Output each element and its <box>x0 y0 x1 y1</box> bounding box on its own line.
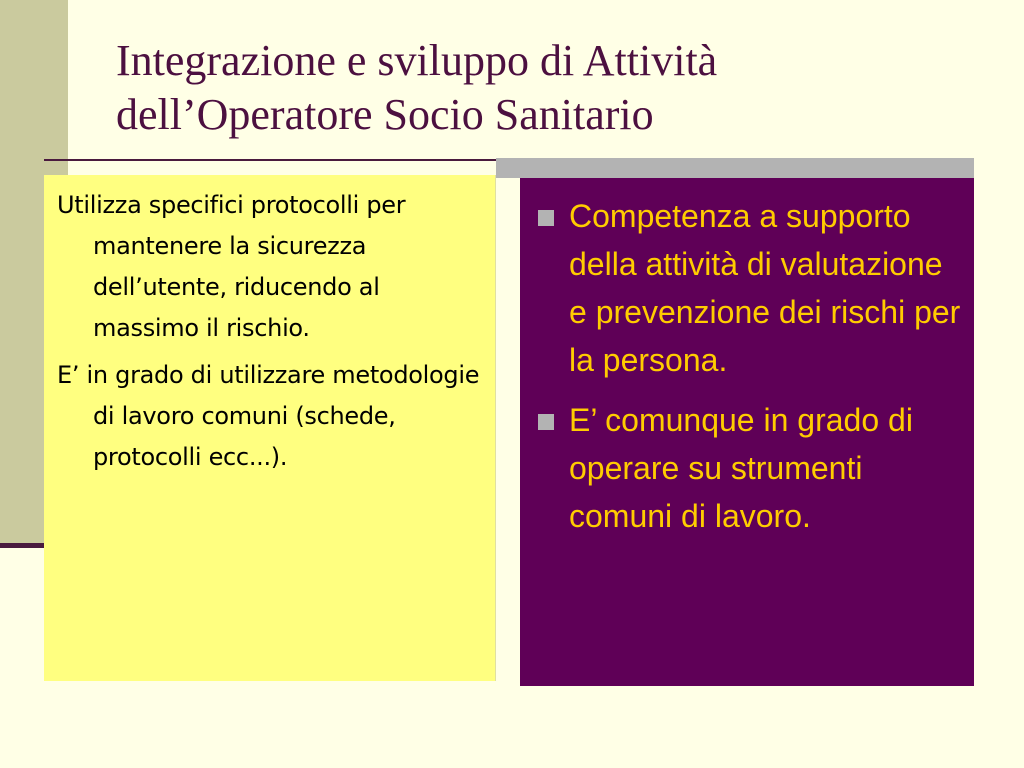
left-paragraph-2: E’ in grado di utilizzare metodologie di lavoro comuni (schede, protocolli ecc...). <box>57 361 480 471</box>
bullet-item-1-text: Competenza a supporto della attività di valutazione e prevenzione dei rischi per la persona. <box>569 198 961 378</box>
slide-title <box>116 34 996 142</box>
decorative-divider-left <box>0 543 44 548</box>
square-bullet-icon <box>538 210 554 226</box>
square-bullet-icon <box>538 414 554 430</box>
slide-title-line-2: dell’Operatore Socio Sanitario <box>116 90 654 139</box>
decorative-gray-band <box>496 158 974 178</box>
left-text-panel <box>44 175 496 681</box>
slide-title-line-1: Integrazione e sviluppo di Attività <box>116 36 718 85</box>
bullet-list <box>536 192 966 540</box>
right-bullet-panel <box>520 178 974 686</box>
bullet-item-2 <box>536 396 966 540</box>
bullet-item-2-text: E’ comunque in grado di operare su strumenti comuni di lavoro. <box>569 402 913 534</box>
left-paragraph-1: Utilizza specifici protocolli per mantenere la sicurezza dell’utente, riducendo al massimo il rischio. <box>57 191 406 342</box>
bullet-item-1 <box>536 192 966 384</box>
